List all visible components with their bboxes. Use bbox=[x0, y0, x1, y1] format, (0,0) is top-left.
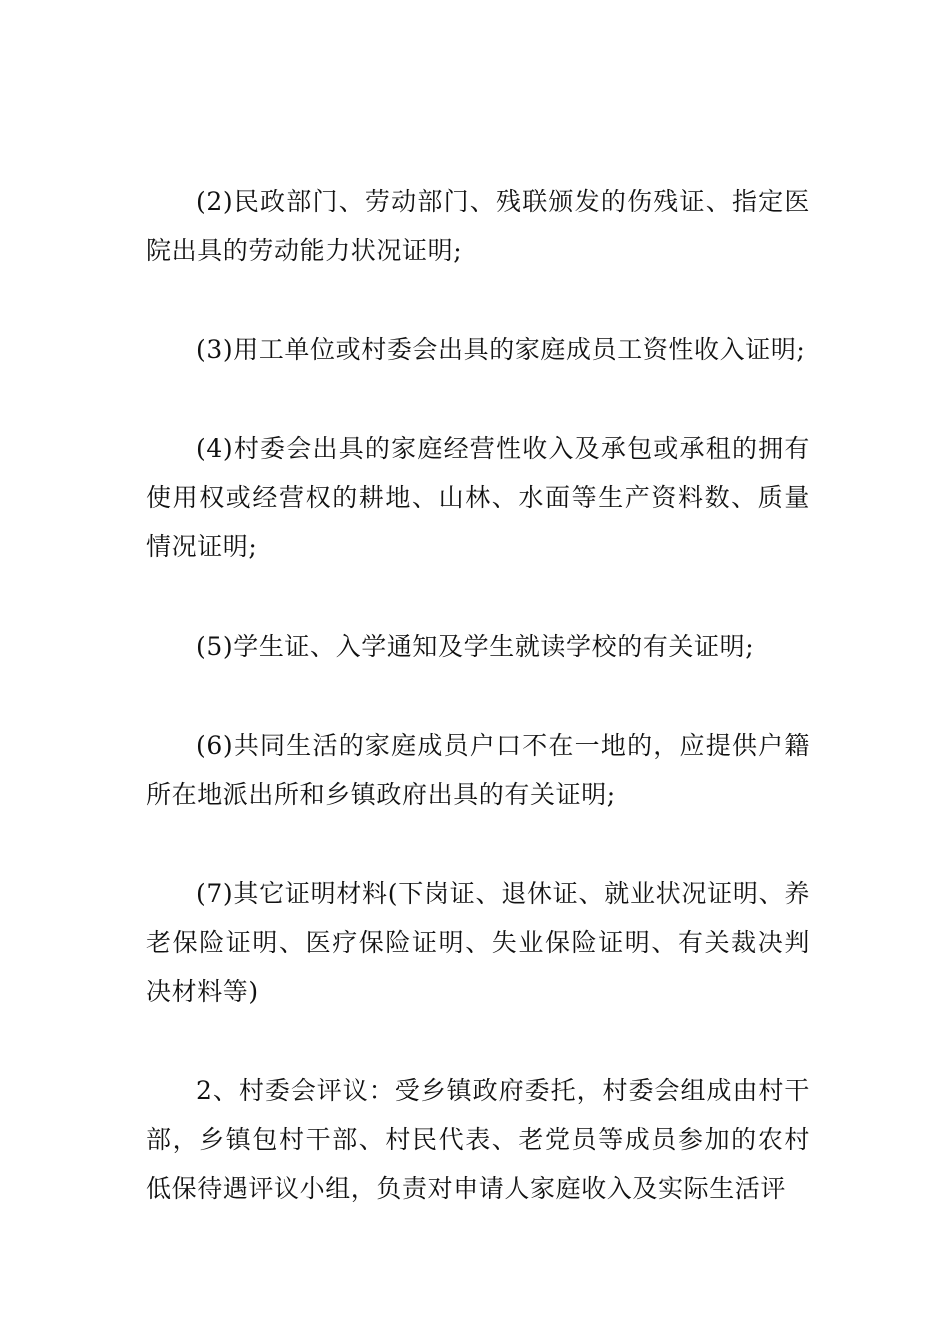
paragraph-item-5: (5)学生证、入学通知及学生就读学校的有关证明; bbox=[196, 632, 755, 661]
paragraph-village-review: 2、村委会评议：受乡镇政府委托，村委会组成由村干部，乡镇包村干部、村民代表、老党员等成员参加的农村低保待遇评议小组，负责对申请人家庭收入及实际生活评 bbox=[146, 1076, 810, 1203]
paragraph-item-7: (7)其它证明材料(下岗证、退休证、就业状况证明、养老保险证明、医疗保险证明、失业保险证明、有关裁决判决材料等) bbox=[146, 879, 810, 1006]
paragraph-item-2: (2)民政部门、劳动部门、残联颁发的伤残证、指定医院出具的劳动能力状况证明; bbox=[146, 187, 810, 265]
paragraph-item-3: (3)用工单位或村委会出具的家庭成员工资性收入证明; bbox=[196, 335, 806, 364]
paragraph-item-4: (4)村委会出具的家庭经营性收入及承包或承租的拥有使用权或经营权的耕地、山林、水面等生产资料数、质量情况证明; bbox=[146, 434, 810, 561]
paragraph-item-6: (6)共同生活的家庭成员户口不在一地的，应提供户籍所在地派出所和乡镇政府出具的有关证明; bbox=[146, 731, 810, 809]
